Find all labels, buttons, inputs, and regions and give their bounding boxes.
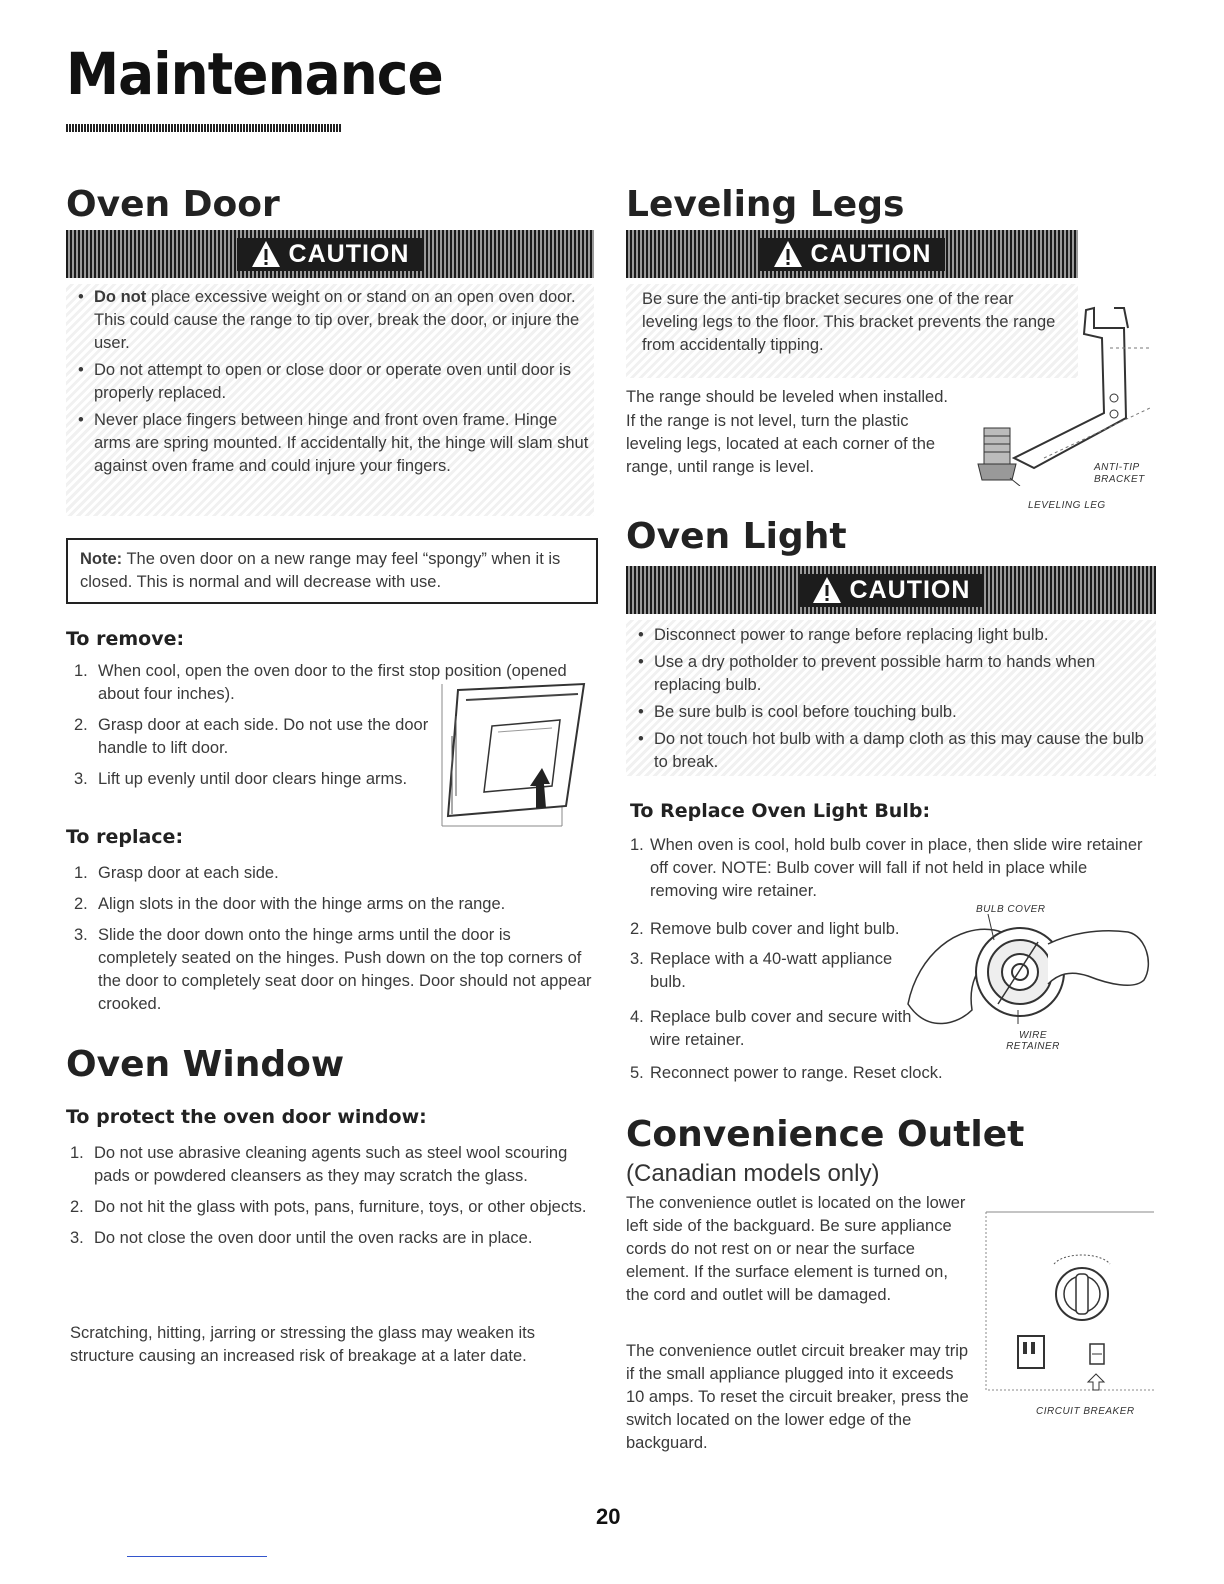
replace-bulb-step-4: 4. Replace bulb cover and secure with wire retainer. <box>630 1008 912 1049</box>
caution-item-text: Do not attempt to open or close door or operate oven until door is properly replaced. <box>94 361 571 402</box>
anti-tip-bracket-label: ANTI-TIP BRACKET <box>1094 462 1145 485</box>
bulb-cover-label: BULB COVER <box>976 904 1046 915</box>
list-item: 2. Align slots in the door with the hinge arms on the range. <box>74 895 506 913</box>
step-text: Replace with a 40-watt appliance bulb. <box>650 950 893 991</box>
caution-item: • Be sure bulb is cool before touching bulb. <box>638 703 957 721</box>
caution-item: • Use a dry potholder to prevent possible harm to hands when replacing bulb. <box>638 653 1096 694</box>
step-text: Reconnect power to range. Reset clock. <box>650 1064 943 1082</box>
step-text: Slide the door down onto the hinge arms until the door is completely seated on the hinges. Push down on the top corners of the door to completely seat door on hinges. Door should not appear crooked. <box>98 926 592 1013</box>
oven-window-subheading: To protect the oven door window: <box>66 1106 427 1128</box>
step-text: When oven is cool, hold bulb cover in place, then slide wire retainer off cover. NOTE: Bulb cover will fall if not held in place while removing wire retainer. <box>650 836 1143 900</box>
oven-window-steps <box>70 1142 600 1258</box>
convenience-outlet-subheading: (Canadian models only) <box>626 1160 880 1187</box>
oven-window-heading: Oven Window <box>66 1044 345 1085</box>
list-item: 3. Do not close the oven door until the oven racks are in place. <box>70 1229 533 1247</box>
oven-door-heading: Oven Door <box>66 184 280 225</box>
replace-heading: To replace: <box>66 826 184 848</box>
light-bulb-illustration <box>898 914 1158 1044</box>
oven-window-paragraph: Scratching, hitting, jarring or stressing the glass may weaken its structure causing an increased risk of breakage at a later date. <box>70 1324 535 1365</box>
list-item: 1. When cool, open the oven door to the first stop position (opened about four inches). <box>74 662 567 703</box>
circuit-breaker-label: CIRCUIT BREAKER <box>1036 1406 1135 1417</box>
anti-tip-bracket-illustration <box>974 288 1154 486</box>
replace-bulb-step-3: 3. Replace with a 40-watt appliance bulb. <box>630 950 893 991</box>
warning-icon <box>251 240 281 268</box>
replace-bulb-step-1: 1. When oven is cool, hold bulb cover in place, then slide wire retainer off cover. NOTE: Bulb cover will fall if not held in place while removing wire retainer. <box>630 836 1143 900</box>
list-item: 2. Do not hit the glass with pots, pans, furniture, toys, or other objects. <box>70 1198 587 1216</box>
caution-item-text: Disconnect power to range before replacing light bulb. <box>654 626 1049 644</box>
outlet-para-1: The convenience outlet is located on the lower left side of the backguard. Be sure appliance cords do not rest on or near the surface element. If the surface element is turned on, the cord and outlet will be damaged. <box>626 1194 966 1304</box>
list-item: 3. Slide the door down onto the hinge arms until the door is completely seated on the hinges. Push down on the top corners of the door to completely seat door on hinges. Door should not appear crooked. <box>74 926 592 1013</box>
leveling-caution-banner <box>626 230 1078 278</box>
caution-item: • Never place fingers between hinge and front oven frame. Hinge arms are spring mounted. If accidentally hit, the hinge will slam shut against oven frame and could injure your fingers. <box>78 411 589 475</box>
step-text: Do not use abrasive cleaning agents such as steel wool scouring pads or powdered cleansers as they may scratch the glass. <box>94 1144 568 1185</box>
caution-item-text: Use a dry potholder to prevent possible harm to hands when replacing bulb. <box>654 653 1096 694</box>
step-text: Grasp door at each side. Do not use the door handle to lift door. <box>98 716 429 757</box>
caution-label: CAUTION <box>810 239 932 268</box>
warning-icon <box>812 576 842 604</box>
replace-bulb-heading: To Replace Oven Light Bulb: <box>630 800 931 822</box>
caution-item: • Do not attempt to open or close door or operate oven until door is properly replaced. <box>78 361 571 402</box>
caution-item: • Do not place excessive weight on or stand on an open oven door. This could cause the range to tip over, break the door, or injure the user. <box>78 288 580 352</box>
leveling-leg-label: LEVELING LEG <box>1028 500 1106 511</box>
caution-item: • Disconnect power to range before replacing light bulb. <box>638 626 1049 644</box>
list-item: 2. Grasp door at each side. Do not use the door handle to lift door. <box>74 716 429 757</box>
oven-light-heading: Oven Light <box>626 516 847 557</box>
caution-item-text: Be sure bulb is cool before touching bulb. <box>654 703 957 721</box>
note-text: The oven door on a new range may feel “spongy” when it is closed. This is normal and will decrease with use. <box>80 550 561 591</box>
caution-item-text: Do not touch hot bulb with a damp cloth as this may cause the bulb to break. <box>654 730 1144 771</box>
list-item: 3. Lift up evenly until door clears hinge arms. <box>74 770 408 788</box>
oven-door-illustration <box>438 676 594 832</box>
convenience-outlet-heading: Convenience Outlet <box>626 1114 1025 1155</box>
step-text: Do not close the oven door until the oven racks are in place. <box>94 1229 533 1247</box>
leveling-para-2: If the range is not level, turn the plastic leveling legs, located at each corner of the range, until range is level. <box>626 412 936 476</box>
note-label: Note: <box>80 550 123 568</box>
step-text: Align slots in the door with the hinge arms on the range. <box>98 895 506 913</box>
note-box <box>66 538 598 604</box>
replace-steps <box>74 862 594 1024</box>
warning-icon <box>773 240 803 268</box>
oven-light-caution-text <box>626 620 1156 776</box>
caution-label: CAUTION <box>288 239 410 268</box>
step-text: Lift up evenly until door clears hinge arms. <box>98 770 408 788</box>
step-text: Do not hit the glass with pots, pans, furniture, toys, or other objects. <box>94 1198 587 1216</box>
step-text: Replace bulb cover and secure with wire retainer. <box>650 1008 912 1049</box>
caution-item-bold: Do not <box>94 288 147 306</box>
list-item: 1. Grasp door at each side. <box>74 864 279 882</box>
caution-item: • Do not touch hot bulb with a damp cloth as this may cause the bulb to break. <box>638 730 1144 771</box>
wire-retainer-label: WIRE RETAINER <box>1006 1030 1060 1052</box>
step-text: Remove bulb cover and light bulb. <box>650 920 900 938</box>
leveling-caution-text: Be sure the anti-tip bracket secures one of the rear leveling legs to the floor. This bracket prevents the range from accidentally tipping. <box>626 284 1078 378</box>
replace-bulb-step-5: 5. Reconnect power to range. Reset clock. <box>630 1064 943 1082</box>
list-item: 1. Do not use abrasive cleaning agents such as steel wool scouring pads or powdered cleansers as they may scratch the glass. <box>70 1144 568 1185</box>
caution-item-text: place excessive weight on or stand on an open oven door. This could cause the range to tip over, break the door, or injure the user. <box>94 288 580 352</box>
replace-bulb-step-2: 2. Remove bulb cover and light bulb. <box>630 920 900 938</box>
step-text: When cool, open the oven door to the first stop position (opened about four inches). <box>98 662 567 703</box>
leveling-legs-heading: Leveling Legs <box>626 184 905 225</box>
caution-label: CAUTION <box>849 575 971 604</box>
oven-door-caution-text <box>66 284 594 516</box>
page-title: Maintenance <box>66 40 443 108</box>
caution-item-text: Never place fingers between hinge and front oven frame. Hinge arms are spring mounted. If accidentally hit, the hinge will slam shut against oven frame and could injure your fingers. <box>94 411 589 475</box>
step-text: Grasp door at each side. <box>98 864 279 882</box>
remove-heading: To remove: <box>66 628 185 650</box>
outlet-para-2: The convenience outlet circuit breaker may trip if the small appliance plugged into it exceeds 10 amps. To reset the circuit breaker, press the switch located on the lower edge of the backguard. <box>626 1342 969 1452</box>
oven-door-caution-banner <box>66 230 594 278</box>
convenience-outlet-illustration <box>984 1204 1158 1404</box>
leveling-para-1: The range should be leveled when installed. <box>626 388 948 406</box>
title-underline <box>66 124 342 132</box>
footer-divider <box>127 1556 267 1557</box>
oven-light-caution-banner <box>626 566 1156 614</box>
page-number: 20 <box>596 1504 621 1529</box>
